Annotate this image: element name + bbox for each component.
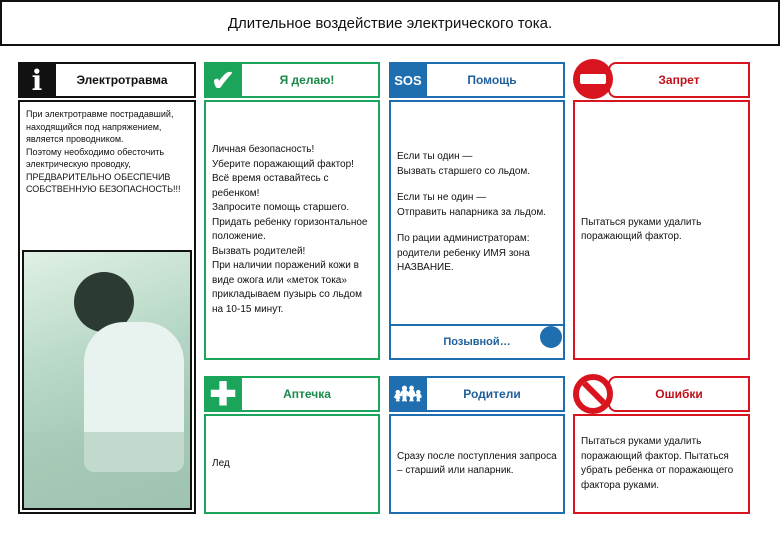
text-line: Личная безопасность! xyxy=(212,144,315,155)
card-header-mistakes xyxy=(608,376,750,412)
text-line: Придать ребенку горизонтальное положение. xyxy=(212,216,368,242)
card-body-parents xyxy=(389,414,565,514)
card-body-mistakes xyxy=(573,414,750,514)
callsign-label: Позывной… xyxy=(443,336,511,348)
text-line: Уберите поражающий фактор! xyxy=(212,158,354,170)
text-line: Если ты не один — xyxy=(397,192,487,204)
card-body-prohibition xyxy=(573,100,750,360)
text-line: Всё время оставайтесь с ребенком! xyxy=(212,173,329,199)
text-line: Пытаться руками удалить поражающий фактор. xyxy=(581,216,702,242)
text-line: Запросите помощь старшего. xyxy=(212,202,350,213)
text-line: Вызвать старшего со льдом. xyxy=(397,165,531,177)
sos-icon: SOS xyxy=(389,62,427,98)
text-line: Пытаться руками удалить поражающий фактор. Пытаться убрать ребенка от поражающего фактора руками. xyxy=(581,436,734,491)
card-body-first-aid-kit xyxy=(204,414,380,514)
text-line: При наличии поражений кожи в виде ожога или «меток тока» прикладываем пузырь со льдом на 10-15 минут. xyxy=(212,260,362,315)
child-photo xyxy=(22,250,192,510)
medical-cross-icon: ✚ xyxy=(204,376,242,412)
text-line: По рации администраторам: xyxy=(397,233,530,245)
header-label: Электротравма xyxy=(76,73,168,87)
parent-child-icon: 👪︎ xyxy=(389,376,427,412)
header-label: Помощь xyxy=(467,73,517,87)
text-line: Сразу после поступления запроса – старший или напарник. xyxy=(397,450,557,476)
header-label: Ошибки xyxy=(655,387,703,401)
text-line: Поэтому необходимо обесточить электрическую проводку, ПРЕДВАРИТЕЛЬНО ОБЕСПЕЧИВ СОБСТВЕННУЮ БЕЗОПАСНОСТЬ!!! xyxy=(26,146,181,194)
card-body-help xyxy=(389,100,565,326)
header-label: Я делаю! xyxy=(279,73,335,87)
card-header-prohibition xyxy=(608,62,750,98)
radio-icon xyxy=(540,326,562,348)
header-label: Аптечка xyxy=(283,387,331,401)
info-icon: i xyxy=(18,62,56,98)
text-line: При электротравме пострадавший, находящийся под напряжением, является проводником. xyxy=(26,109,174,144)
header-label: Родители xyxy=(463,387,521,401)
text-line: Если ты один — xyxy=(397,151,473,163)
card-body-i-do xyxy=(204,100,380,360)
text-line: родители ребенку ИМЯ зона НАЗВАНИЕ. xyxy=(397,247,530,274)
no-entry-icon xyxy=(573,59,613,99)
page-title: Длительное воздействие электрического тока. xyxy=(0,0,780,46)
text-line: Лед xyxy=(212,457,230,469)
text-line: Отправить напарника за льдом. xyxy=(397,206,547,218)
checkmark-icon: ✔ xyxy=(204,62,242,98)
text-line: Вызвать родителей! xyxy=(212,245,306,257)
prohibited-icon xyxy=(573,374,613,414)
header-label: Запрет xyxy=(658,73,700,87)
help-footer-callsign xyxy=(389,324,565,360)
